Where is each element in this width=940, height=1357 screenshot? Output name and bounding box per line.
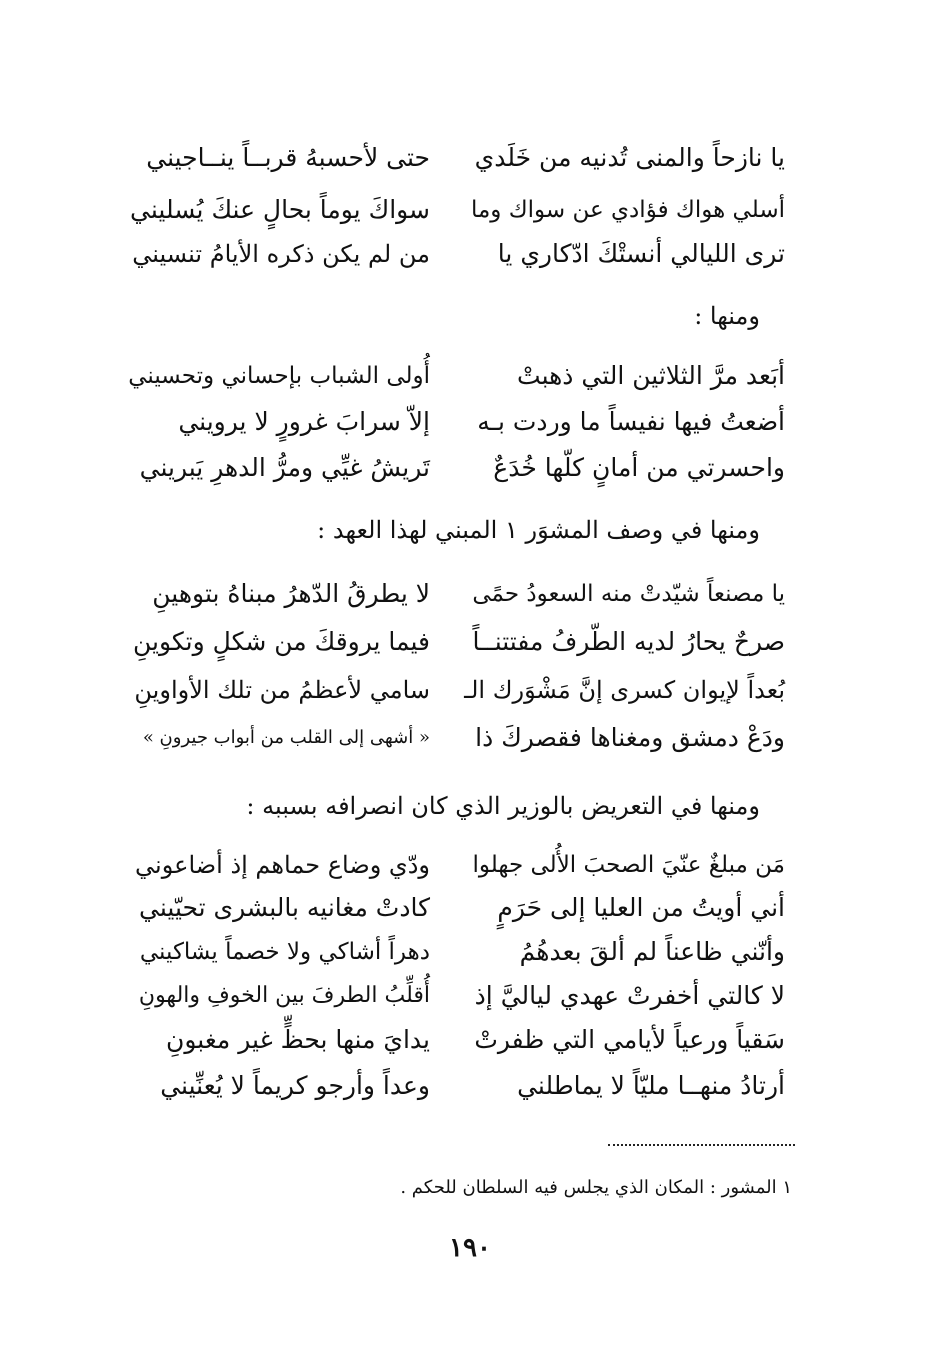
verse-right: ترى الليالي أنستْكَ ادّكاري يا bbox=[497, 239, 785, 268]
verse-left: ودّي وضاع حماهم إذ أضاعوني bbox=[135, 851, 430, 879]
verse-left: حتى لأحسبهُ قربــاً ينــاجيني bbox=[146, 143, 430, 172]
verse-left: « أشهى إلى القلب من أبواب جيرونِ » bbox=[142, 727, 430, 748]
verse-right: وأنّني ظاعناً لم ألقَ بعدهُمُ bbox=[519, 937, 785, 966]
verse-left: أُقلِّبُ الطرفَ بين الخوفِ والهونِ bbox=[138, 983, 430, 1008]
verse-right: مَن مبلغٌ عنّيَ الصحبَ الأُلى جهلوا bbox=[472, 852, 785, 878]
footnote: ١ المشور : المكان الذي يجلس فيه السلطان للحكم . bbox=[400, 1177, 792, 1198]
verse-right: أرتادُ منهــا مليّاً لا يماطلني bbox=[517, 1071, 785, 1100]
verse-right: واحسرتي من أمانٍ كلّها خُدَعٌ bbox=[493, 453, 785, 482]
verse-left: سواكَ يوماً بحالٍ عنكَ يُسليني bbox=[130, 195, 430, 224]
verse-right: أني أويتُ من العليا إلى حَرَمٍ bbox=[497, 893, 785, 922]
page-number: ١٩٠ bbox=[449, 1233, 491, 1263]
verse-left: فيما يروقكَ من شكلٍ وتكوينِ bbox=[132, 627, 430, 656]
verse-right: أسلي هواك فؤادي عن سواك وما bbox=[470, 197, 785, 223]
section-heading: ومنها في التعريض بالوزير الذي كان انصرافه بسببه : bbox=[246, 792, 760, 820]
section-heading: ومنها في وصف المشوَر ١ المبني لهذا العهد : bbox=[317, 516, 760, 544]
verse-right: أبَعد مرَّ الثلاثين التي ذهبتْ bbox=[517, 361, 785, 390]
verse-left: سامي لأعظمُ من تلك الأواوينِ bbox=[134, 676, 430, 704]
verse-right: بُعداً لإيوان كسرى إنَّ مَشْوَرك الـ bbox=[464, 676, 785, 704]
verse-right: أضعتُ فيها نفيساً ما وردت بـه bbox=[477, 407, 785, 436]
verse-left: أُولى الشباب بإحساني وتحسيني bbox=[128, 363, 430, 389]
verse-left: لا يطرقُ الدّهرُ مبناهُ بتوهينِ bbox=[152, 579, 430, 608]
footnote-separator bbox=[608, 1144, 795, 1146]
verse-left: يدايَ منها بحظٍّ غير مغبونِ bbox=[166, 1025, 430, 1054]
verse-right: يا نازحاً والمنى تُدنيه من خَلَدي bbox=[474, 143, 785, 172]
verse-right: سَقياً ورعياً لأيامي التي ظفرتْ bbox=[474, 1025, 785, 1054]
verse-left: من لم يكن ذكره الأيامُ تنسيني bbox=[132, 240, 430, 268]
verse-left: تَريشُ غيِّي ومرُّ الدهرِ يَبريني bbox=[139, 453, 430, 482]
section-heading: ومنها : bbox=[694, 302, 760, 330]
verse-left: إلاّ سرابَ غرورٍ لا يرويني bbox=[178, 407, 430, 436]
verse-left: كادتْ مغانيه بالبشرى تحيّيني bbox=[139, 893, 430, 922]
verse-right: يا مصنعاً شيّدتْ منه السعودُ حمًى bbox=[472, 581, 785, 607]
verse-right: صرحٌ يحارُ لديه الطّرفُ مفتتنــاً bbox=[472, 627, 785, 656]
verse-right: ودَعْ دمشق ومغناها فقصركَ ذا bbox=[475, 723, 785, 752]
verse-right: لا كالتي أخفرتْ عهدي لياليَّ إذ bbox=[474, 981, 785, 1010]
verse-left: دهراً أشاكي ولا خصماً يشاكيني bbox=[139, 939, 430, 965]
verse-left: وعداً وأرجو كريماً لا يُعنِّيني bbox=[160, 1071, 430, 1100]
